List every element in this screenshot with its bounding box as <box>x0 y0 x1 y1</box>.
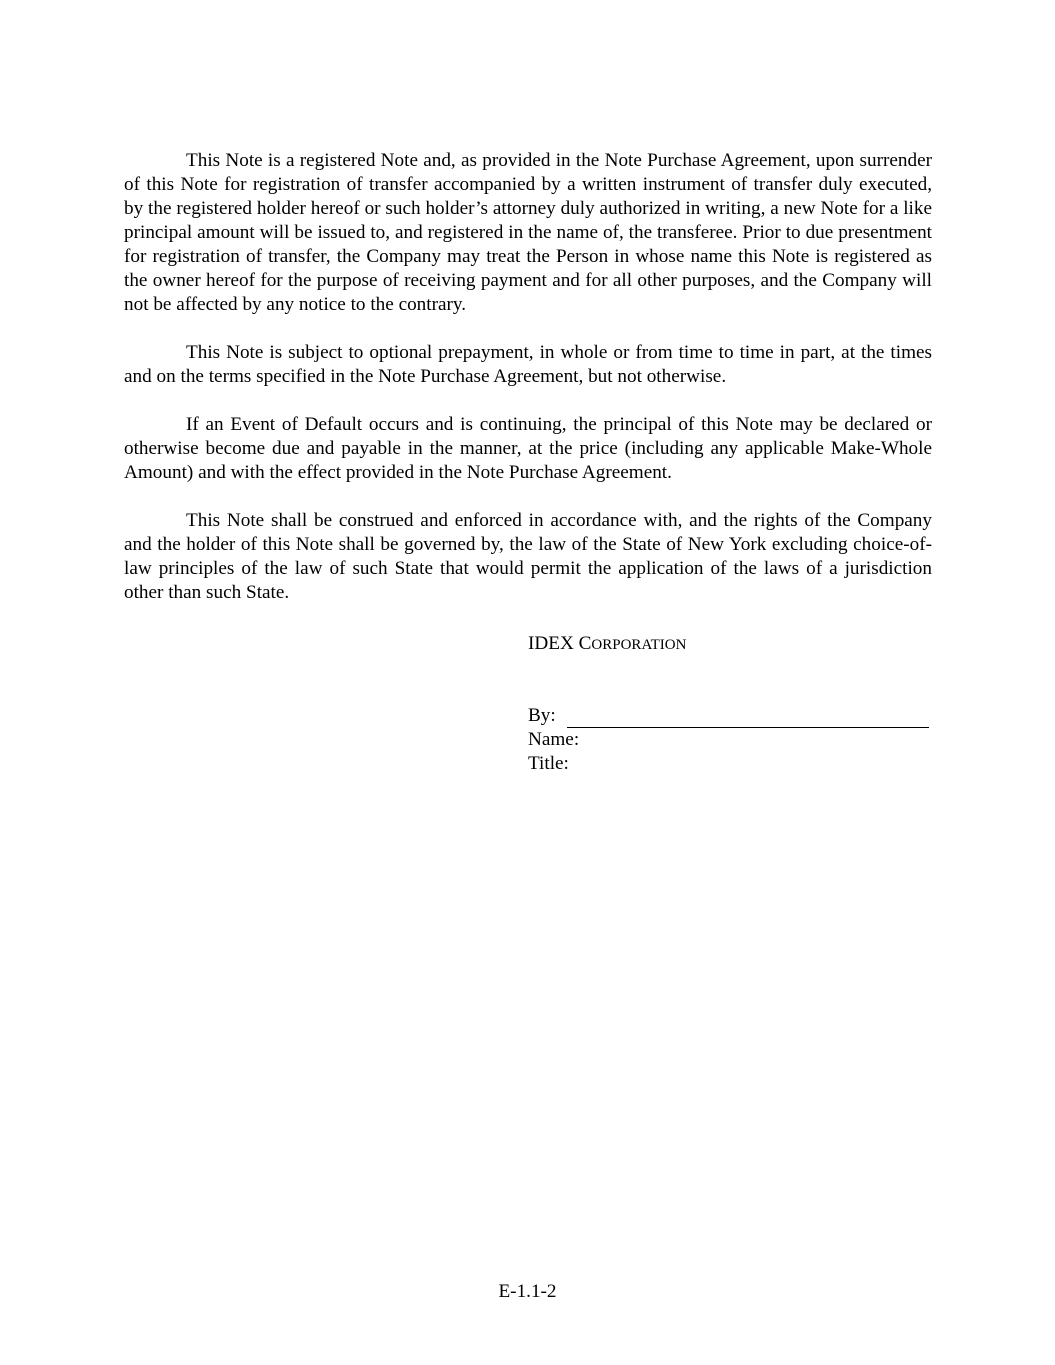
name-label: Name: <box>528 729 580 750</box>
company-name-smallcaps: ORPORATION <box>591 637 687 653</box>
page-number: E-1.1-2 <box>498 1281 557 1302</box>
title-row <box>528 752 932 776</box>
paragraph-registration: This Note is a registered Note and, as provided in the Note Purchase Agreement, upon surrender of this Note for registration of transfer accompanied by a written instrument of transfer duly executed, by the registered holder hereof or such holder’s attorney duly authorized in writing, a new Note for a like principal amount will be issued to, and registered in the name of, the transferee. Prior to due presentment for registration of transfer, the Company may treat the Person in whose name this Note is registered as the owner hereof for the purpose of receiving payment and for all other purposes, and the Company will not be affected by any notice to the contrary. <box>124 150 932 315</box>
name-row <box>528 728 932 752</box>
by-label: By: <box>528 705 556 726</box>
title-label: Title: <box>528 753 569 774</box>
signature-line <box>567 709 929 728</box>
company-name-lead: IDEX C <box>528 633 592 654</box>
by-row <box>528 704 932 728</box>
paragraph-governing-law: This Note shall be construed and enforced in accordance with, and the rights of the Company and the holder of this Note shall be governed by, the law of the State of New York excluding choice-of-law principles of the law of such State that would permit the application of the laws of a jurisdiction other than such State. <box>124 510 932 603</box>
signature-block <box>528 632 932 776</box>
signature-lines <box>528 704 932 776</box>
paragraph-default: If an Event of Default occurs and is continuing, the principal of this Note may be declared or otherwise become due and payable in the manner, at the price (including any applicable Make-Whole Amount) and with the effect provided in the Note Purchase Agreement. <box>124 414 932 483</box>
paragraph-prepayment: This Note is subject to optional prepayment, in whole or from time to time in part, at the times and on the terms specified in the Note Purchase Agreement, but not otherwise. <box>124 342 932 387</box>
company-name <box>528 632 932 656</box>
document-body <box>124 149 932 629</box>
